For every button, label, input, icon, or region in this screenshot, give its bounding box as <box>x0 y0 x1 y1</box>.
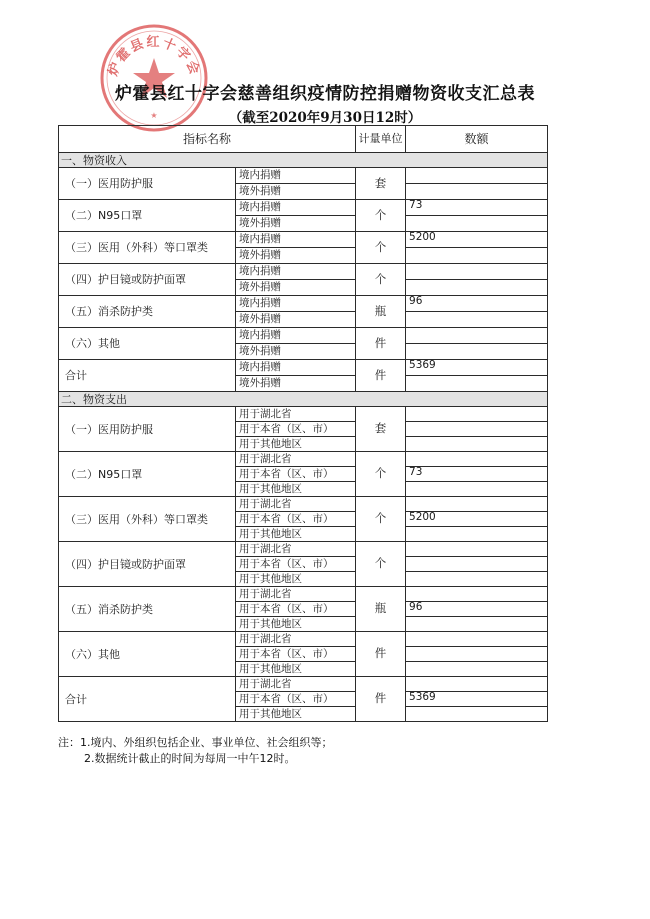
expense-item-name: （一）医用防护服 <box>59 407 236 452</box>
unit-header: 计量单位 <box>356 126 406 153</box>
amount-cell <box>406 184 548 200</box>
amount-cell <box>406 452 548 467</box>
amount-cell <box>406 587 548 602</box>
table-row <box>59 587 548 602</box>
amount-cell <box>406 437 548 452</box>
amount-cell: 5369 <box>406 692 548 707</box>
amount-cell <box>406 707 548 722</box>
destination-label: 用于湖北省 <box>236 542 356 557</box>
unit-cell: 瓶 <box>356 587 406 632</box>
destination-label: 用于本省（区、市） <box>236 422 356 437</box>
amount-cell <box>406 572 548 587</box>
summary-table <box>58 125 548 722</box>
income-item-name: （一）医用防护服 <box>59 168 236 200</box>
expense-item-name: （二）N95口罩 <box>59 452 236 497</box>
destination-label: 用于其他地区 <box>236 662 356 677</box>
amount-cell: 73 <box>406 200 548 216</box>
expense-item-name: （三）医用（外科）等口罩类 <box>59 497 236 542</box>
expense-item-name: （六）其他 <box>59 632 236 677</box>
unit-cell: 个 <box>356 200 406 232</box>
amount-cell <box>406 328 548 344</box>
destination-label: 用于湖北省 <box>236 587 356 602</box>
source-label: 境外捐赠 <box>236 248 356 264</box>
income-item-name: （四）护目镜或防护面罩 <box>59 264 236 296</box>
amount-cell <box>406 168 548 184</box>
amount-cell <box>406 216 548 232</box>
destination-label: 用于湖北省 <box>236 632 356 647</box>
amount-cell <box>406 617 548 632</box>
unit-cell: 个 <box>356 452 406 497</box>
expense-item-name: （四）护目镜或防护面罩 <box>59 542 236 587</box>
unit-cell: 个 <box>356 232 406 264</box>
income-item-name: （三）医用（外科）等口罩类 <box>59 232 236 264</box>
unit-cell: 瓶 <box>356 296 406 328</box>
destination-label: 用于其他地区 <box>236 437 356 452</box>
destination-label: 用于本省（区、市） <box>236 467 356 482</box>
unit-cell: 个 <box>356 264 406 296</box>
destination-label: 用于本省（区、市） <box>236 647 356 662</box>
source-label: 境内捐赠 <box>236 264 356 280</box>
destination-label: 用于湖北省 <box>236 677 356 692</box>
destination-label: 用于其他地区 <box>236 617 356 632</box>
table-row <box>59 677 548 692</box>
svg-text:★: ★ <box>150 111 158 120</box>
source-label: 境内捐赠 <box>236 328 356 344</box>
amount-cell <box>406 542 548 557</box>
amount-cell: 96 <box>406 296 548 312</box>
amount-cell <box>406 677 548 692</box>
amount-cell <box>406 527 548 542</box>
source-label: 境内捐赠 <box>236 168 356 184</box>
table-row <box>59 232 548 248</box>
source-label: 境内捐赠 <box>236 296 356 312</box>
unit-cell: 套 <box>356 407 406 452</box>
source-label: 境内捐赠 <box>236 232 356 248</box>
footnote-1: 注：1.境内、外组织包括企业、事业单位、社会组织等； <box>58 736 333 749</box>
amount-cell <box>406 422 548 437</box>
source-label: 境内捐赠 <box>236 200 356 216</box>
destination-label: 用于湖北省 <box>236 452 356 467</box>
amount-cell <box>406 344 548 360</box>
amount-cell <box>406 497 548 512</box>
document-title: 炉霍县红十字会慈善组织疫情防控捐赠物资收支汇总表 <box>115 84 535 104</box>
amount-cell <box>406 407 548 422</box>
footnote-2: 2.数据统计截止的时间为每周一中午12时。 <box>84 752 296 765</box>
expense-item-name: 合计 <box>59 677 236 722</box>
destination-label: 用于其他地区 <box>236 482 356 497</box>
amount-cell <box>406 376 548 392</box>
unit-cell: 件 <box>356 360 406 392</box>
svg-text:炉霍县红十字会: 炉霍县红十字会 <box>105 35 203 79</box>
source-label: 境外捐赠 <box>236 280 356 296</box>
table-row <box>59 407 548 422</box>
unit-cell: 件 <box>356 632 406 677</box>
destination-label: 用于湖北省 <box>236 407 356 422</box>
income-item-name: （二）N95口罩 <box>59 200 236 232</box>
amount-cell: 5369 <box>406 360 548 376</box>
amount-cell <box>406 662 548 677</box>
income-item-name: （六）其他 <box>59 328 236 360</box>
source-label: 境外捐赠 <box>236 376 356 392</box>
destination-label: 用于本省（区、市） <box>236 602 356 617</box>
amount-cell: 5200 <box>406 512 548 527</box>
amount-cell <box>406 557 548 572</box>
unit-cell: 件 <box>356 677 406 722</box>
table-row <box>59 542 548 557</box>
amount-cell <box>406 264 548 280</box>
amount-cell <box>406 647 548 662</box>
destination-label: 用于其他地区 <box>236 707 356 722</box>
table-row <box>59 632 548 647</box>
table-row <box>59 328 548 344</box>
amount-cell: 96 <box>406 602 548 617</box>
income-section <box>59 153 548 168</box>
amount-cell <box>406 482 548 497</box>
destination-label: 用于其他地区 <box>236 527 356 542</box>
destination-label: 用于本省（区、市） <box>236 512 356 527</box>
destination-label: 用于其他地区 <box>236 572 356 587</box>
table-row <box>59 497 548 512</box>
table-row <box>59 296 548 312</box>
table-row <box>59 200 548 216</box>
expense-item-name: （五）消杀防护类 <box>59 587 236 632</box>
income-item-name: 合计 <box>59 360 236 392</box>
source-label: 境外捐赠 <box>236 184 356 200</box>
table-header-row <box>59 126 548 153</box>
expense-section-label: 二、物资支出 <box>59 392 548 407</box>
indicator-header: 指标名称 <box>59 126 356 153</box>
amount-cell: 5200 <box>406 232 548 248</box>
footnotes <box>58 735 333 767</box>
source-label: 境外捐赠 <box>236 216 356 232</box>
unit-cell: 个 <box>356 542 406 587</box>
income-section-label: 一、物资收入 <box>59 153 548 168</box>
unit-cell: 个 <box>356 497 406 542</box>
source-label: 境外捐赠 <box>236 344 356 360</box>
unit-cell: 套 <box>356 168 406 200</box>
expense-section <box>59 392 548 407</box>
amount-cell <box>406 280 548 296</box>
table-row <box>59 264 548 280</box>
unit-cell: 件 <box>356 328 406 360</box>
destination-label: 用于本省（区、市） <box>236 557 356 572</box>
document-subtitle: （截至2020年9月30日12时） <box>228 110 422 126</box>
table-row <box>59 452 548 467</box>
destination-label: 用于本省（区、市） <box>236 692 356 707</box>
amount-cell: 73 <box>406 467 548 482</box>
income-item-name: （五）消杀防护类 <box>59 296 236 328</box>
source-label: 境内捐赠 <box>236 360 356 376</box>
amount-cell <box>406 248 548 264</box>
amount-cell <box>406 632 548 647</box>
table-row <box>59 168 548 184</box>
destination-label: 用于湖北省 <box>236 497 356 512</box>
source-label: 境外捐赠 <box>236 312 356 328</box>
amount-cell <box>406 312 548 328</box>
amount-header: 数额 <box>406 126 548 153</box>
table-row <box>59 360 548 376</box>
